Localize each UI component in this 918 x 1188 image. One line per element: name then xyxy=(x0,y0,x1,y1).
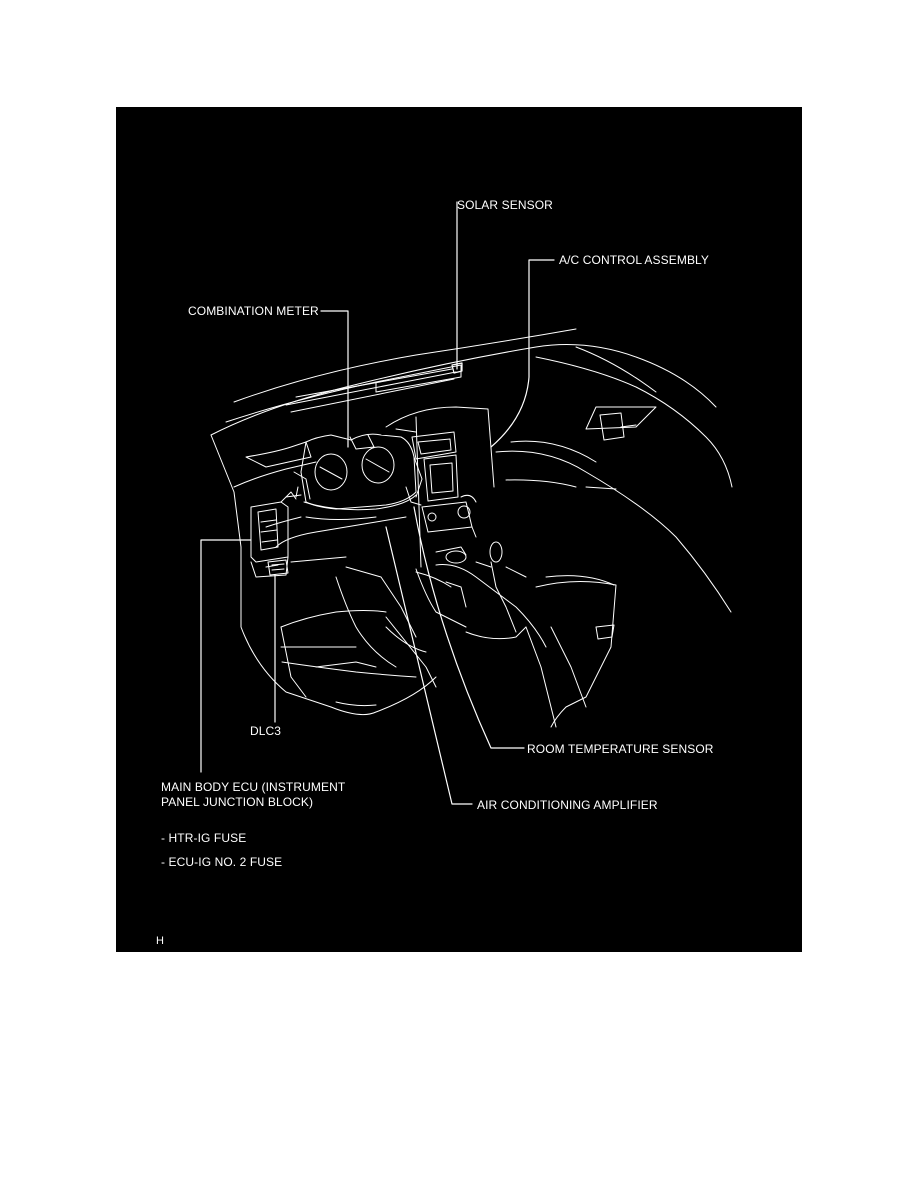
center-console-illustration xyxy=(386,407,616,727)
label-room-temperature-sensor: ROOM TEMPERATURE SENSOR xyxy=(527,742,714,756)
leader-main-body-ecu xyxy=(201,540,251,772)
label-air-conditioning-amplifier: AIR CONDITIONING AMPLIFIER xyxy=(477,798,658,812)
label-ecu-ig-fuse: - ECU-IG NO. 2 FUSE xyxy=(161,855,283,869)
label-main-body-ecu-line2: PANEL JUNCTION BLOCK) xyxy=(161,795,314,809)
label-htr-ig-fuse: - HTR-IG FUSE xyxy=(161,831,247,845)
dlc3-illustration xyxy=(268,560,288,575)
label-dlc3: DLC3 xyxy=(250,724,282,738)
leader-air-conditioning-amplifier xyxy=(386,527,472,804)
corner-code: H xyxy=(156,935,165,947)
combination-meter-illustration xyxy=(294,434,422,519)
leader-combination-meter xyxy=(321,311,348,447)
leader-lines xyxy=(201,202,554,804)
dashboard-illustration xyxy=(116,107,802,952)
component-location-diagram xyxy=(116,107,802,952)
label-ac-control-assembly: A/C CONTROL ASSEMBLY xyxy=(559,253,710,267)
label-combination-meter: COMBINATION METER xyxy=(188,304,319,318)
label-main-body-ecu-line1: MAIN BODY ECU (INSTRUMENT xyxy=(161,780,346,794)
label-solar-sensor: SOLAR SENSOR xyxy=(457,198,553,212)
dash-outline xyxy=(211,329,732,612)
